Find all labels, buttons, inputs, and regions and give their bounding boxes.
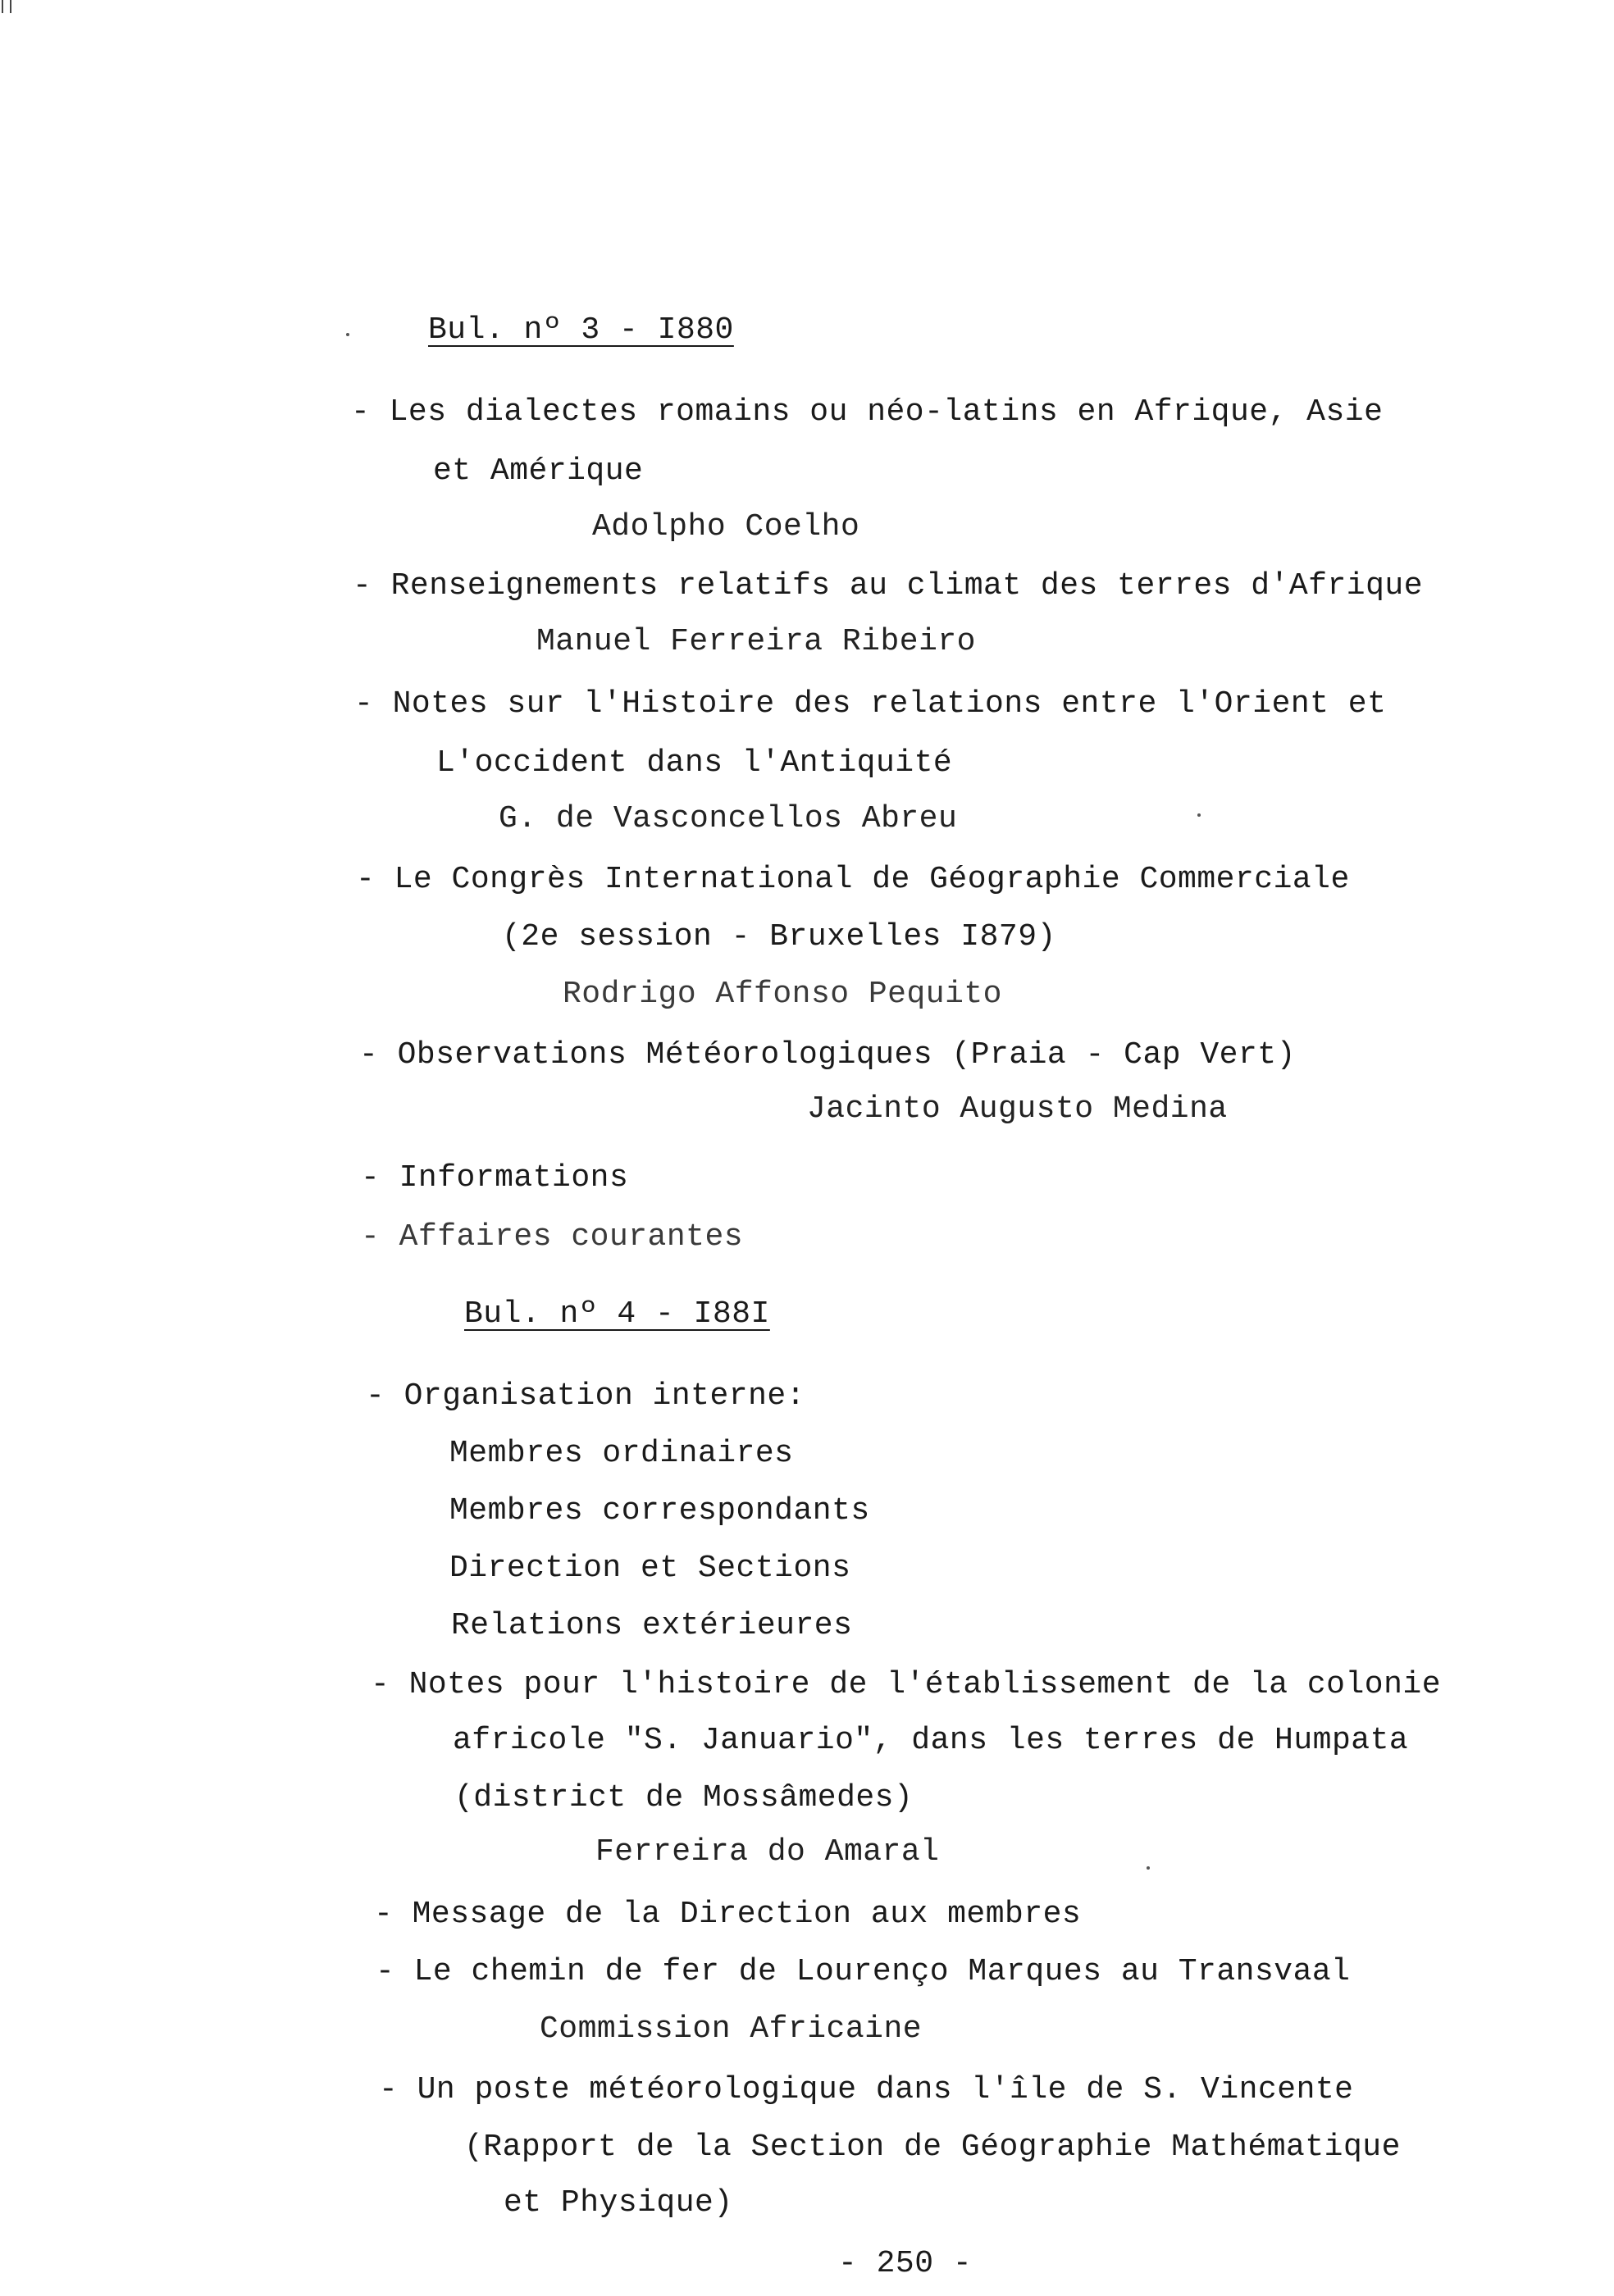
entry-title-line: - Les dialectes romains ou néo-latins en Afrique, Asie	[351, 394, 1384, 430]
entry-title-line: Membres correspondants	[449, 1493, 870, 1528]
entry-title-line: - Renseignements relatifs au climat des terres d'Afrique	[353, 568, 1424, 604]
entry-title-line: L'occident dans l'Antiquité	[436, 745, 953, 781]
entry-title-line: Relations extérieures	[451, 1608, 853, 1643]
entry-title-line: (2e session - Bruxelles I879)	[502, 919, 1056, 954]
entry-title-line: - Organisation interne:	[366, 1378, 805, 1414]
entry-author: Rodrigo Affonso Pequito	[563, 977, 1002, 1012]
entry-author: Jacinto Augusto Medina	[807, 1091, 1228, 1127]
entry-title-line: Direction et Sections	[449, 1551, 851, 1586]
scan-speck	[1197, 813, 1201, 817]
entry-author: G. de Vasconcellos Abreu	[499, 801, 958, 836]
scan-speck	[1147, 1866, 1150, 1870]
scan-speck	[346, 333, 349, 336]
entry-title-line: - Message de la Direction aux membres	[374, 1897, 1082, 1932]
entry-title-line: - Le chemin de fer de Lourenço Marques au Transvaal	[376, 1954, 1351, 1989]
entry-title-line: - Notes pour l'histoire de l'établissement de la colonie	[371, 1667, 1442, 1702]
entry-title-line: et Amérique	[433, 453, 644, 489]
scan-edge-mark	[2, 0, 11, 13]
entry-title-line: (district de Mossâmedes)	[454, 1780, 914, 1815]
entry-title-line: - Observations Météorologiques (Praia - Cap Vert)	[359, 1037, 1296, 1073]
entry-author: Adolpho Coelho	[592, 509, 860, 544]
entry-title-line: - Un poste météorologique dans l'île de S. Vincente	[379, 2072, 1354, 2107]
entry-title-line: et Physique)	[504, 2185, 733, 2221]
entry-title-line: - Le Congrès International de Géographie Commerciale	[356, 862, 1350, 897]
entry-title-line: - Notes sur l'Histoire des relations entre l'Orient et	[354, 686, 1387, 722]
section-heading: Bul. nº 4 - I88I	[464, 1296, 770, 1332]
entry-title-line: Membres ordinaires	[449, 1436, 794, 1471]
entry-author: Manuel Ferreira Ribeiro	[536, 624, 976, 659]
entry-title-line: (Rapport de la Section de Géographie Mathématique	[464, 2130, 1401, 2165]
entry-author: Ferreira do Amaral	[595, 1834, 940, 1870]
page-number: - 250 -	[838, 2246, 973, 2281]
entry-title-line: - Informations	[361, 1160, 629, 1196]
section-heading: Bul. nº 3 - I880	[428, 312, 734, 348]
entry-title-line: - Affaires courantes	[361, 1219, 744, 1255]
entry-author: Commission Africaine	[540, 2011, 923, 2047]
entry-title-line: africole "S. Januario", dans les terres de Humpata	[453, 1723, 1409, 1758]
